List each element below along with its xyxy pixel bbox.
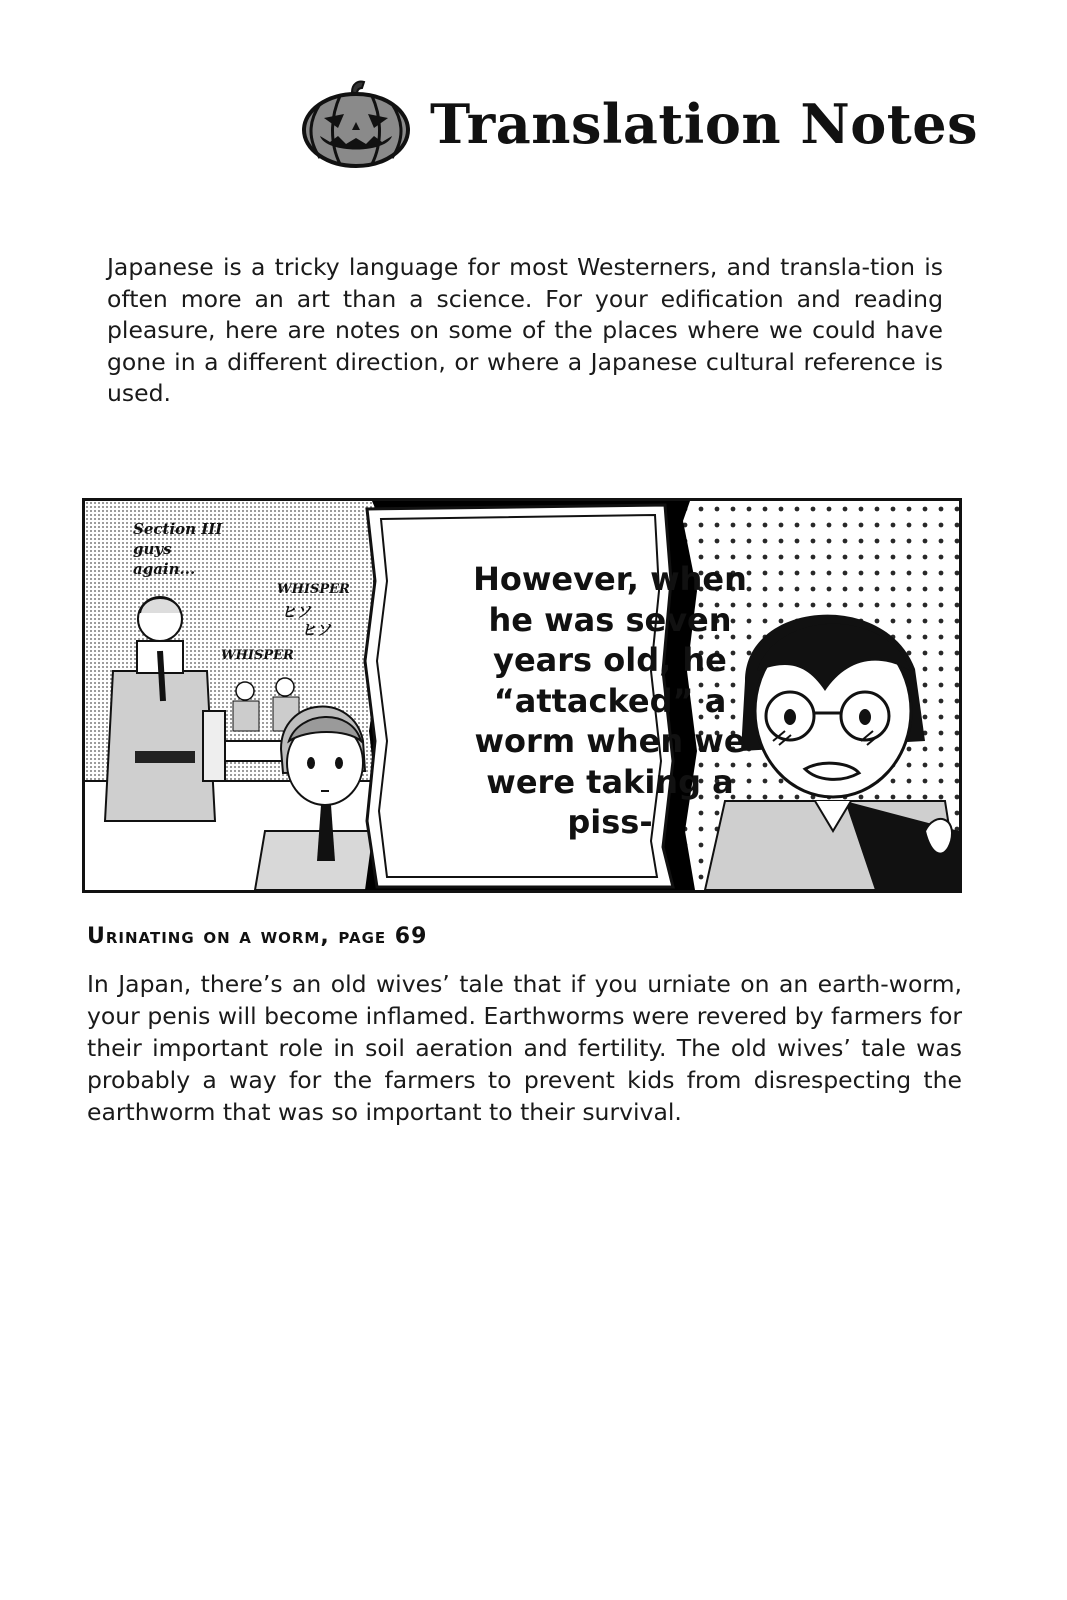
page-header	[300, 78, 978, 170]
sfx-hiso-2: ヒソ	[301, 621, 332, 639]
page-title: Translation Notes	[430, 92, 978, 156]
note-heading: Urinating on a worm, page 69	[87, 924, 428, 949]
intro-paragraph: Japanese is a tricky language for most Westerners, and transla-tion is often more an art than a science. For your edification and reading pleasure, here are notes on some of the places where we could have gone in a different direction, or where a Japanese cultural reference is used.	[107, 253, 943, 407]
note-body: In Japan, there’s an old wives’ tale that if you urniate on an earth-worm, your penis will become inflamed. Earthworms were revered by farmers for their important role in soil aeration and fertility. The old wives’ tale was probably a way for the farmers to prevent kids from disrespecting the earthworm that was so important to their survival.	[87, 970, 962, 1126]
sfx-whisper-1: WHISPER	[277, 582, 350, 597]
sfx-section-text: Section III guys again...	[133, 520, 223, 578]
sfx-whisper-2: WHISPER	[221, 648, 294, 663]
sfx-hiso-1: ヒソ	[281, 603, 312, 621]
jack-o-lantern-icon	[300, 78, 412, 170]
manga-panel	[82, 498, 962, 893]
narration-caption: However, when he was seven years old, he “attacked” a worm when we were taking a piss-	[473, 560, 747, 841]
